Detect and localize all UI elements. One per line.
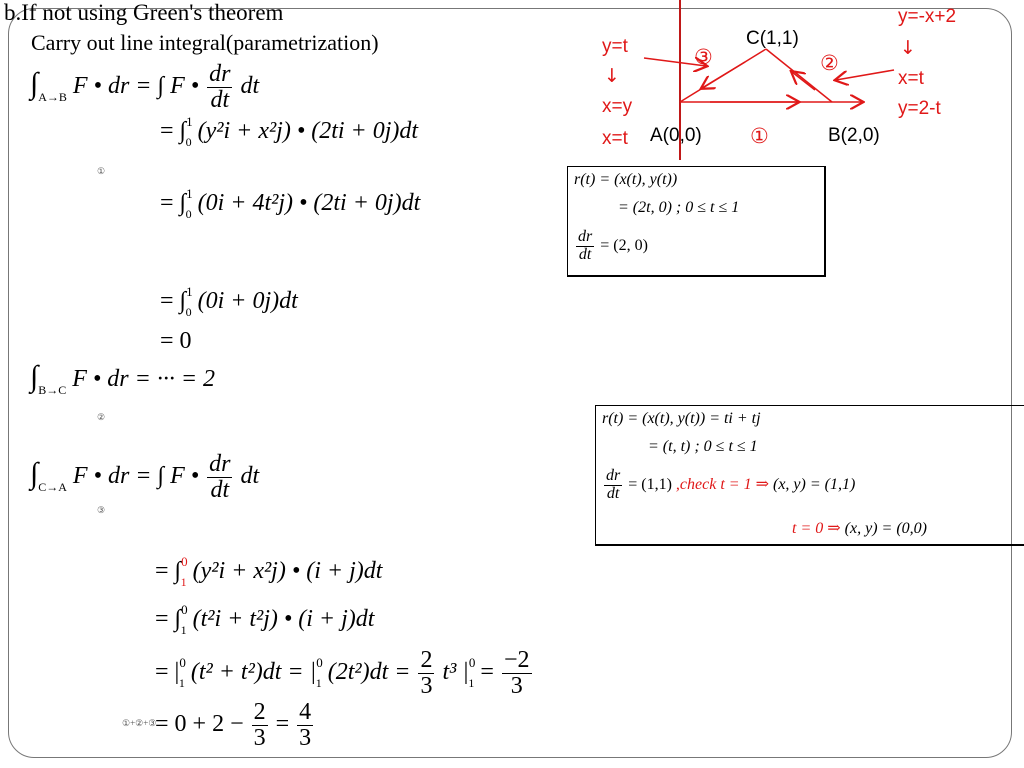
right-note-4: y=2-t <box>898 98 941 119</box>
eq-ab-line2: = ∫$^1_0$ (y²i + x²j) • (2ti + 0j)dt <box>160 114 419 149</box>
label-c: C(1,1) <box>746 28 799 49</box>
left-note-3: x=y <box>602 96 633 117</box>
left-note-1: y=t <box>602 36 628 57</box>
label-one: ① <box>750 124 769 148</box>
box1-line3: $\frac{dr}{dt}$ = (2, 0) <box>578 228 648 263</box>
ab-lower-limit: A→B <box>38 90 67 105</box>
path-diagram <box>560 0 1024 170</box>
right-note-2: ↓ <box>900 37 916 59</box>
label-a: A(0,0) <box>650 125 702 146</box>
label-two: ② <box>820 51 839 75</box>
label-b: B(2,0) <box>828 125 880 146</box>
ab-fraction: $\frac{dr}{dt}$ <box>209 61 231 114</box>
pointer-two <box>836 70 894 80</box>
box1-line2: = (2t, 0) ; 0 ≤ t ≤ 1 <box>618 199 740 216</box>
eq-ca-line5: = 0 + 2 − $\frac{2}{3}$ = $\frac{4}{3}$ <box>155 699 312 752</box>
box2-line1: r(t) = (x(t), y(t)) = ti + tj <box>602 410 761 427</box>
param-box-ca <box>595 405 1024 546</box>
eq-ca-line1: $\int_{C\to A}$ F • dr = ∫ F • $\frac{dr}{dt}$ dt <box>30 451 260 504</box>
marker-sum: ①+②+③ <box>122 718 157 728</box>
eq-ca-line4: = $|^0_1$ $(t^2 + t^2)dt = |^0_1$ (2t²)dt = $\frac{2}{3}$ t³ $|^0_1$ = $\frac{-2}{3}$ <box>155 647 530 700</box>
eq-ab-line1: $\int_{A\to B}$ F • dr = ∫ F • $\frac{dr}{dt}$ dt <box>30 61 260 114</box>
right-note-3: x=t <box>898 68 924 89</box>
ab-line1-text: F • dr = ∫ F • <box>72 73 200 100</box>
box2-line2: = (t, t) ; 0 ≤ t ≤ 1 <box>648 438 758 455</box>
eq-ab-line5: = 0 <box>160 328 192 354</box>
marker-two: ② <box>97 412 106 422</box>
marker-three: ③ <box>97 505 106 515</box>
left-note-4: x=t <box>602 128 628 149</box>
left-note-2: ↓ <box>604 65 620 87</box>
label-three: ③ <box>694 45 713 69</box>
eq-ca-line3: = ∫$^0_1$ (t²i + t²j) • (i + j)dt <box>155 602 375 637</box>
slide-title: b.If not using Green's theorem <box>4 0 284 25</box>
segment-bc-arrow <box>792 72 815 90</box>
box2-line3: $\frac{dr}{dt}$ = (1,1) ,check t = 1 ⇒ (x, y) = (1,1) <box>606 467 856 502</box>
eq-ab-line3: = ∫$^1_0$ (0i + 4t²j) • (2ti + 0j)dt <box>160 186 421 221</box>
box1-line1: r(t) = (x(t), y(t)) <box>574 171 678 188</box>
eq-bc: $\int_{B\to C}$ F • dr = ··· = 2 <box>30 360 216 397</box>
slide-subtitle: Carry out line integral(parametrization) <box>31 30 379 55</box>
eq-ab-line4: = ∫$^1_0$ (0i + 0j)dt <box>160 284 298 319</box>
box2-line4: t = 0 ⇒ (x, y) = (0,0) <box>792 520 927 537</box>
marker-one: ① <box>97 166 106 176</box>
ab-line1-tail: dt <box>240 73 260 100</box>
eq-ca-line2: = ∫$^0_1$ (y²i + x²j) • (i + j)dt <box>155 554 383 589</box>
right-note-1: y=-x+2 <box>898 6 957 27</box>
param-box-ab <box>567 166 826 277</box>
